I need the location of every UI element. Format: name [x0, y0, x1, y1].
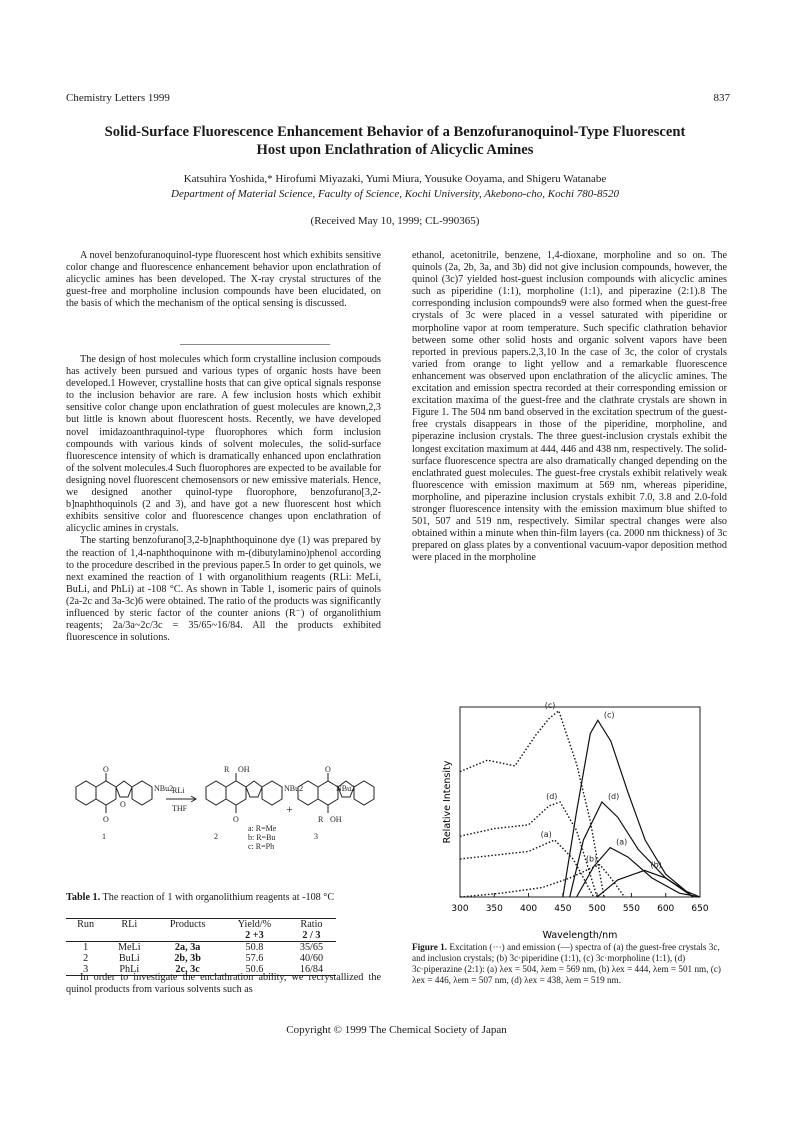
- spectrum-emission-b: [563, 720, 693, 897]
- table-cell: 2: [83, 953, 89, 964]
- table-subheader: 2 / 3: [302, 930, 321, 941]
- table-cell: 57.6: [245, 953, 264, 964]
- figure-caption-text: Excitation (···) and emission (—) spectra of (a) the guest-free crystals 3c, and inclusion crystals; (b) 3c·piperidine (1:1), (c) 3c·morpholine (1:1), (d) 3c·piperazine (2:1): (a) λex = 504, λem = 569 nm, (b) λex = 444, λem = 501 nm, (c) λex = 446, λem = 507 nm, (d) λex = 438, λem = 519 nm.: [412, 942, 721, 985]
- x-tick-label: 600: [657, 904, 675, 914]
- table-header: Run: [77, 919, 95, 930]
- curve-label: (a): [616, 837, 628, 847]
- figure-1: [440, 702, 720, 942]
- scheme-substituent: b: R=Bu: [248, 833, 276, 842]
- left-column-body: [66, 354, 381, 644]
- curve-label: (b): [650, 860, 662, 870]
- body-paragraph: The starting benzofurano[3,2-b]naphthoquinone dye (1) was prepared by the reaction of 1,4-naphthoquinone with m-(dibutylamino)phenol according to the procedure described in the previous paper.5 In order to get quinols, we next examined the reaction of 1 with organolithium reagents (RLi: MeLi, BuLi, and PhLi) at -108 °C. As shown in Table 1, isomeric pairs of quinols (2a-2c and 3a-3c)6 were obtained. The ratio of the products was significantly influenced by steric factor of the counter anions (R⁻) of organolithium reagents; 2a/3a~2c/3c = 35/65~16/84. All the products exhibited fluorescence in solutions.: [66, 535, 381, 644]
- figure-caption: [412, 942, 727, 986]
- scheme-label: 1: [102, 832, 106, 841]
- table-cell: 40/60: [299, 953, 324, 964]
- scheme-oh: OH: [238, 765, 250, 774]
- table-caption-text: The reaction of 1 with organolithium reagents at -108 °C: [102, 892, 335, 903]
- spectra-chart: [440, 702, 720, 942]
- spectrum-excitation-b: [460, 711, 604, 897]
- table-cell: 2b, 3b: [174, 953, 201, 964]
- curve-label: (a): [540, 830, 552, 839]
- table-cell: PhLi: [119, 964, 140, 975]
- scheme-drawing: [66, 765, 381, 875]
- curve-label: (d): [607, 792, 620, 801]
- scheme-nbu2: NBu2: [336, 784, 356, 793]
- curve-label: (c): [603, 710, 615, 720]
- x-tick-label: 400: [519, 904, 538, 914]
- x-tick-label: 500: [588, 904, 606, 914]
- received-date: (Received May 10, 1999; CL-990365): [310, 215, 480, 227]
- table-header: Yield/%: [237, 919, 272, 930]
- table-cell: 1: [83, 942, 89, 953]
- table-cell: 3: [83, 964, 89, 975]
- body-paragraph: In order to investigate the enclathration ability, we recrystallized the quinol products from various solvents such as: [66, 972, 381, 996]
- author-list: Katsuhira Yoshida,* Hirofumi Miyazaki, Yumi Miura, Yousuke Ooyama, and Shigeru Watanabe: [183, 173, 607, 185]
- body-paragraph: ethanol, acetonitrile, benzene, 1,4-dioxane, morpholine and so on. The quinols (2a, 2b, 3a, and 3b) did not give inclusion compounds, however, the quinol (3c)7 yielded host-guest inclusion compounds with alicyclic amines such as piperidine (1:1), morpholine (1:1), and piperazine (2:1).8 The corresponding inclusion compounds9 were also formed when the guest-free crystals of 3c were placed in a vessel saturated with piperidine or morpholine vapor at room temperature. Such specific clathration behavior between some other solid hosts and organic solvent vapors have been reported in previous papers.2,3,10 In the case of 3c, the color of crystals varied from orange to light yellow and a remarkable fluorescence enhancement was observed upon enclathration of the alicyclic amines. The excitation and emission spectra recorded at their corresponding emission or excitation maxima of the guest-free and the clathrate crystals are shown in Figure 1. The 504 nm band observed in the excitation spectrum of the guest-free crystals disappears in those of the piperidine, morpholine, and piperazine inclusion crystals. The three guest-inclusion crystals exhibit the longest excitation maximum at 444, 446 and 438 nm, respectively. The solid-surface fluorescence spectra are also dramatically changed depending on the enclathrated guest molecules. The guest-free crystals exhibit relatively weak fluorescence with emission maximum at 569 nm, whereas piperidine, morpholine, and piperazine inclusion crystals exhibit 7.0, 3.8 and 2.0-fold stronger fluorescence intensity with the emission maximum blue shifted to 501, 507 and 519 nm, respectively. Similar spectral changes were also obtained within a minute when thin-film layers (ca. 2000 nm thickness) of 3c prepared on glass plates by a conventional vacuum-vapor deposition method were placed in the morpholine: [412, 250, 727, 564]
- table-subheader: 2 +3: [245, 930, 264, 941]
- scheme-oxygen: O: [233, 815, 239, 824]
- table-row: [66, 953, 336, 964]
- y-axis-label: Relative Intensity: [442, 760, 453, 844]
- scheme-oxygen: O: [103, 815, 109, 824]
- scheme-nbu2: NBu2: [154, 784, 174, 793]
- spectrum-emission-c: [570, 802, 693, 897]
- abstract-text: A novel benzofuranoquinol-type fluorescent host which exhibits sensitive color change and fluorescence enhancement behavior upon enclathration of alicyclic amines has been developed. The X-ray crystal structures of the guest-free and morpholine inclusion compounds have been elucidated, on the basis of which the mechanism of the optical sensing is discussed.: [66, 250, 381, 310]
- table-caption: [66, 892, 366, 903]
- x-tick-label: 300: [451, 904, 469, 914]
- scheme-reagent: RLi: [172, 786, 185, 795]
- scheme-oxygen: O: [103, 765, 109, 774]
- scheme-oxygen: O: [120, 800, 126, 809]
- table-cell: 2c, 3c: [175, 964, 200, 975]
- reaction-scheme: [66, 765, 381, 875]
- scheme-oxygen: O: [325, 765, 331, 774]
- scheme-r: R: [224, 765, 230, 774]
- curve-label: (d): [546, 792, 558, 801]
- spectrum-excitation-d: [460, 840, 594, 897]
- x-tick-label: 350: [485, 904, 503, 914]
- scheme-solvent: THF: [172, 804, 188, 813]
- x-tick-label: 550: [622, 904, 641, 914]
- spectrum-excitation-c: [460, 802, 597, 897]
- body-paragraph: The design of host molecules which form crystalline inclusion compouds has actively been pursued and various types of organic hosts have been developed.1 However, crystalline hosts that can give optical signals response to the inclusion behavior are rare. A few inclusion hosts which exhibit sensitive color change upon enclathration of guest molecules are known,2,3 but little is known about fluorescent hosts. Recently, we have developed novel imidazoanthraquinol-type fluorophores which form inclusion compounds with various kinds of solvent molecules, the solid-surface fluorescence intensity of which is dramatically enhanced upon enclathration of the solvent molecules.4 Such fluorophores are expected to be available for designing novel fluorescent chemosensors or new emissive materials. Hence, we designed another quinol-type fluorophore, benzofurano[3,2-b]naphthoquinols (2 and 3), and have got a new fluorescent host which exhibits sensitive color and fluorescence changes upon enclathration of alicyclic amines in crystals.: [66, 354, 381, 535]
- table-cell: 16/84: [299, 964, 324, 975]
- table-caption-label: Table 1.: [66, 892, 101, 903]
- spectrum-excitation-a: [460, 865, 625, 897]
- table-header-row: [66, 919, 336, 931]
- abstract: [66, 250, 381, 310]
- table-header: Products: [169, 919, 206, 930]
- figure-caption-label: Figure 1.: [412, 942, 448, 952]
- copyright-footer: Copyright © 1999 The Chemical Society of Japan: [286, 1024, 507, 1036]
- table-subheader-row: [66, 930, 336, 942]
- table-cell: BuLi: [118, 953, 140, 964]
- right-column-body: [412, 250, 727, 564]
- table-cell: 2a, 3a: [174, 942, 201, 953]
- curve-label: (c): [544, 702, 556, 710]
- table-header: Ratio: [300, 919, 323, 930]
- scheme-label: 2: [214, 832, 218, 841]
- plot-frame: [460, 707, 700, 897]
- scheme-substituent: a: R=Me: [248, 824, 277, 833]
- table-cell: 50.6: [245, 964, 264, 975]
- scheme-label: 3: [314, 832, 318, 841]
- table-cell: 50.8: [245, 942, 264, 953]
- abstract-divider: [180, 344, 330, 345]
- scheme-r: R: [318, 815, 324, 824]
- scheme-oh: OH: [330, 815, 342, 824]
- scheme-nbu2: NBu2: [284, 784, 304, 793]
- scheme-substituent: c: R=Ph: [248, 842, 275, 851]
- scheme-plus: +: [286, 802, 293, 816]
- affiliation: Department of Material Science, Faculty of Science, Kochi University, Akebono-cho, Kochi 780-8520: [171, 188, 619, 200]
- table-row: [66, 942, 336, 954]
- x-axis-label: Wavelength/nm: [542, 930, 618, 941]
- running-header: Chemistry Letters 1999: [66, 92, 170, 104]
- paper-title: Solid-Surface Fluorescence Enhancement Behavior of a Benzofuranoquinol-Type Fluorescent Host upon Enclathration of Alicyclic Amines: [104, 124, 686, 158]
- curve-label: (b): [585, 854, 598, 864]
- table-cell: MeLi: [117, 942, 141, 953]
- table-header: RLi: [121, 919, 138, 930]
- table-cell: 35/65: [299, 942, 324, 953]
- x-tick-label: 650: [691, 904, 709, 914]
- x-tick-label: 450: [554, 904, 572, 914]
- table-1: [66, 918, 366, 976]
- page-number: 837: [713, 92, 730, 104]
- left-column-bottom: [66, 972, 381, 996]
